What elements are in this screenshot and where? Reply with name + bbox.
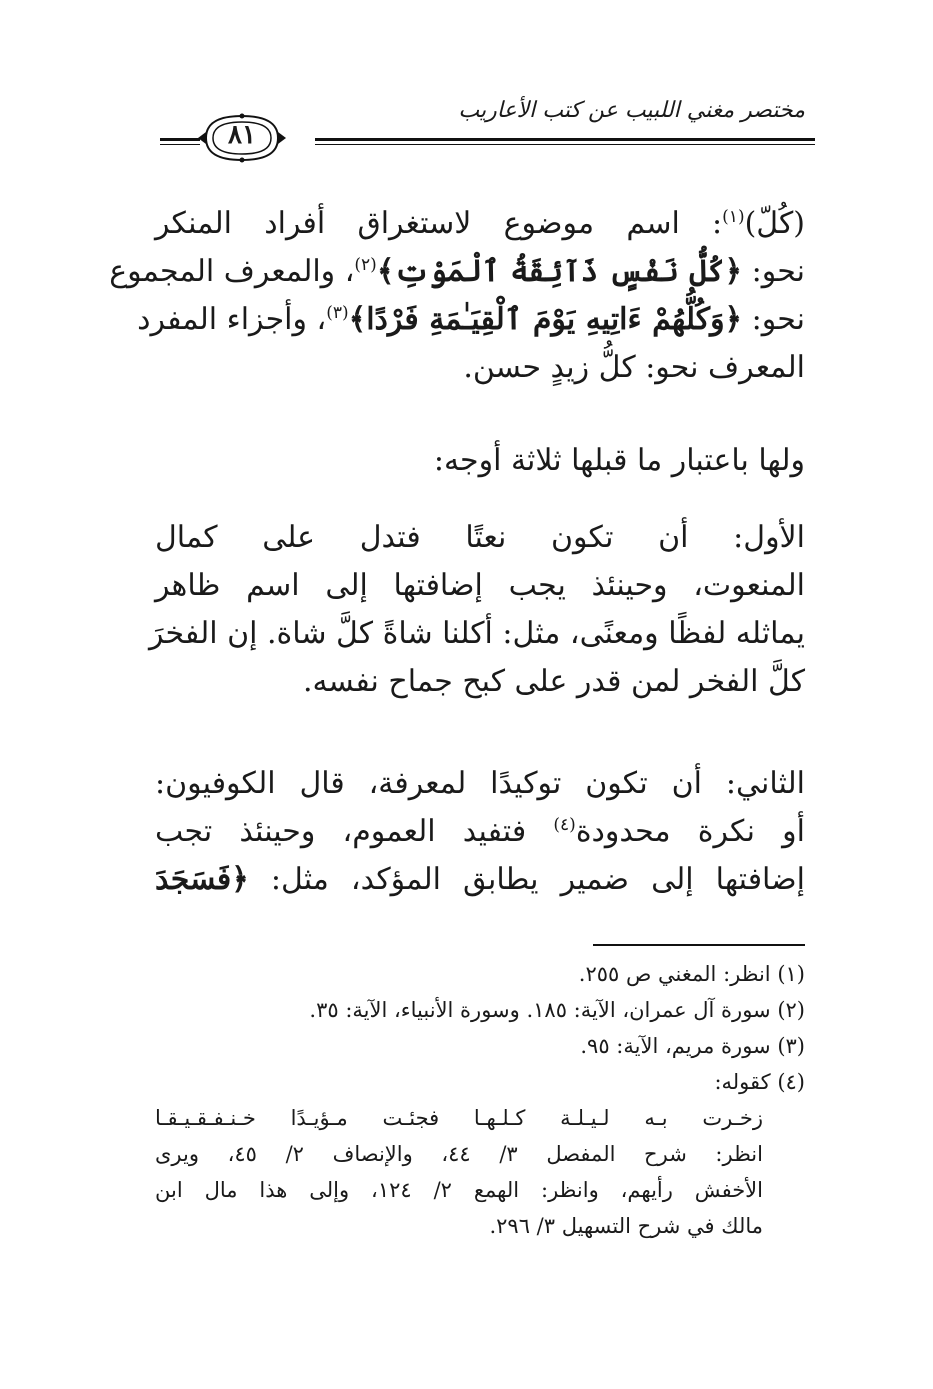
paragraph-three-aspects <box>155 437 805 485</box>
text-line <box>155 856 805 904</box>
quran-quote: ﴿فَسَجَدَ <box>155 862 249 897</box>
text-line: المعرف نحو: كلُّ زيدٍ حسن. <box>463 350 805 385</box>
footnote-4-line: الأخفش رأيهم، وانظر: الهمع ٢/ ١٢٤، وإلى هذا مال ابن <box>155 1178 763 1202</box>
text-segment: فتفيد العموم، وحينئذ تجب <box>155 814 554 849</box>
footnote-ref: (٣) <box>326 303 349 323</box>
footnote-1: (١) انظر: المغني ص ٢٥٥. <box>578 962 805 986</box>
text-line: الثاني: أن تكون توكيدًا لمعرفة، قال الكوفيون: <box>155 766 805 801</box>
header-rule <box>315 138 815 141</box>
text-line <box>109 248 805 296</box>
text-segment: إضافتها إلى ضمير يطابق المؤكد، مثل: <box>248 862 805 897</box>
header-rule-left <box>160 138 200 141</box>
paragraph-second-aspect <box>155 760 805 904</box>
page-number: ٨١ <box>228 120 256 150</box>
footnote-ref: (٢) <box>354 255 377 275</box>
text-segment: نحو: <box>742 302 805 337</box>
footnote-separator <box>593 944 805 946</box>
footnote-4-line: مالك في شرح التسهيل ٣/ ٢٩٦. <box>489 1214 763 1238</box>
text-line <box>155 808 805 856</box>
footnote-4-line: انظر: شرح المفصل ٣/ ٤٤، والإنصاف ٢/ ٤٥، ويرى <box>155 1142 763 1166</box>
text-segment: أو نكرة محدودة <box>575 814 805 849</box>
text-line: يماثله لفظًا ومعنًى، مثل: أكلنا شاةً كلَّ شاة. إن الفخرَ <box>148 616 805 651</box>
footnote-4: (٤) كقوله: <box>714 1070 805 1094</box>
text-line: الأول: أن تكون نعتًا فتدل على كمال <box>155 520 805 555</box>
quran-quote: ﴿وَكُلُّهُمْ ءَاتِيهِ يَوْمَ ٱلْقِيَـٰمَةِ فَرْدًا﴾ <box>348 302 743 337</box>
text-segment: نحو: <box>742 254 805 289</box>
paragraph-kull-definition <box>109 200 805 392</box>
text-segment: : اسم موضوع لاستغراق أفراد المنكر <box>155 206 723 241</box>
footnotes <box>155 956 805 1244</box>
text-segment: ، وأجزاء المفرد <box>137 302 327 337</box>
quran-quote: ﴿كُلُّ نَفْسٍ ذَآئِقَةُ ٱلْمَوْتِ﴾ <box>376 254 743 289</box>
text-line <box>155 200 805 248</box>
text-line: ولها باعتبار ما قبلها ثلاثة أوجه: <box>433 443 805 478</box>
paragraph-first-aspect <box>148 514 805 706</box>
text-line <box>137 296 805 344</box>
footnote-ref: (٤) <box>553 815 576 835</box>
page-number-ornament <box>196 111 288 165</box>
footnote-ref: (١) <box>722 207 745 227</box>
running-title: مختصر مغني اللبيب عن كتب الأعاريب <box>458 98 805 123</box>
footnote-4-verse: زخـرت بـه لـيـلـة كـلـهـا فجئـت مـؤيـدًا خـنـفـقـيـقـا <box>155 1106 763 1130</box>
text-segment: ، والمعرف المجموع <box>109 254 355 289</box>
text-line: كلَّ الفخر لمن قدر على كبح جماح نفسه. <box>302 664 805 699</box>
headword: (كُلّ) <box>744 206 805 241</box>
footnote-3: (٣) سورة مريم، الآية: ٩٥. <box>580 1034 805 1058</box>
text-line: المنعوت، وحينئذ يجب إضافتها إلى اسم ظاهر <box>155 568 805 603</box>
footnote-2: (٢) سورة آل عمران، الآية: ١٨٥. وسورة الأنبياء، الآية: ٣٥. <box>309 998 805 1022</box>
